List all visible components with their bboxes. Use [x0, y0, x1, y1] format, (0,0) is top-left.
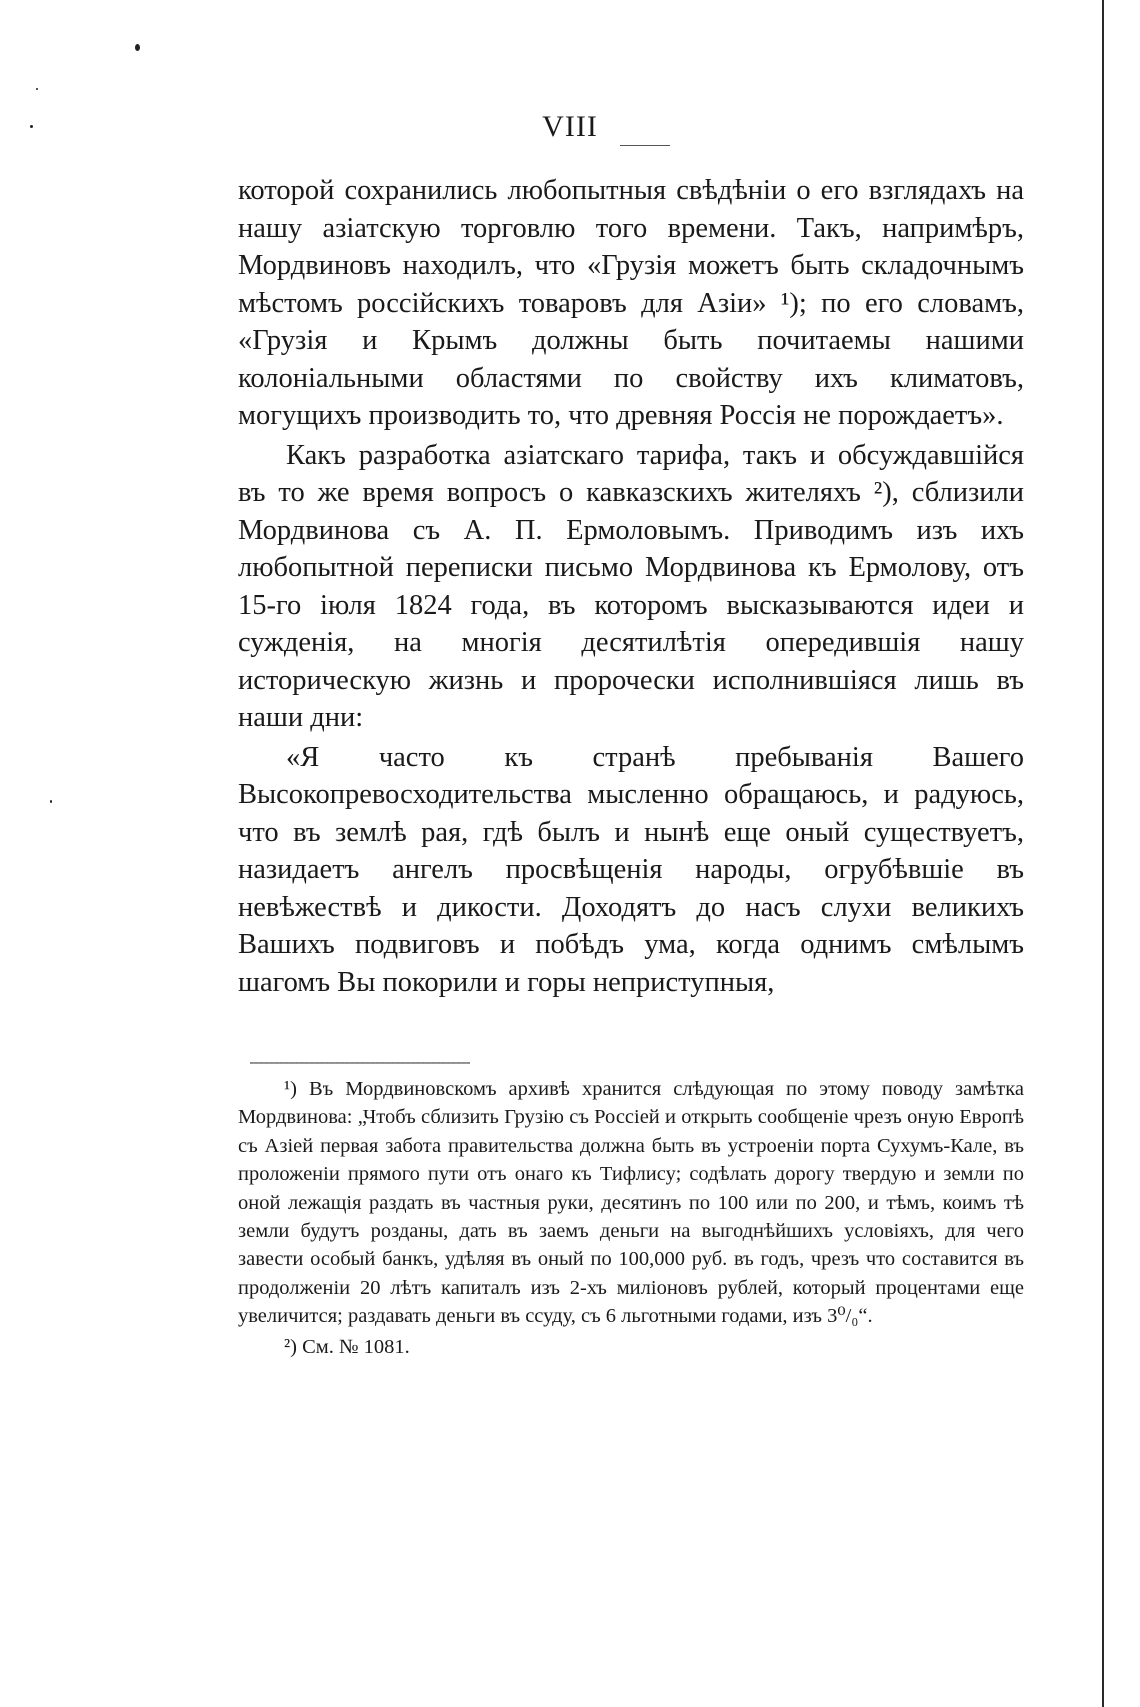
paragraph: Какъ разработка азiатскаго тарифа, такъ и обсуждавшiйся въ то же время вопросъ о кавказскихъ жителяхъ ²), сблизили Мордвинова съ А. П. Ермоловымъ. Приводимъ изъ ихъ любопытной переписки письмо Мордвинова къ Ермолову, отъ 15-го iюля 1824 года, въ которомъ высказываются идеи и сужденiя, на многiя десятилѣтiя опередившiя нашу историческую жизнь и пророчески исполнившiяся лишь въ наши дни:: [238, 439, 1024, 733]
footnote: ¹) Въ Мордвиновскомъ архивѣ хранится слѣдующая по этому поводу замѣтка Мордвинова: „Чтобъ сблизить Грузiю съ Россiей и открыть сообщенiе чрезъ оную Европѣ съ Азiей первая забота правительства должна быть въ устроенiи порта Сухумъ-Кале, въ проложенiи прямого пути отъ онаго къ Тифлису; содѣлать дорогу твердую и земли по оной лежащiя раздать въ частныя руки, десятинъ по 100 или по 200, и тѣмъ, коимъ тѣ земли будутъ розданы, дать въ заемъ деньги на выгоднѣйшихъ условiяхъ, для чего завести особый банкъ, удѣляя въ оный по 100,000 руб. въ годъ, чрезъ что составится въ продолженiи 20 лѣтъ капиталъ изъ 2-хъ милiоновъ рублей, который процентами еще увеличится; раздавать деньги въ ссуду, съ 6 льготными годами, изъ 3⁰/₀“.: [238, 1078, 1024, 1328]
paragraph: которой сохранились любопытныя свѣдѣнiи о его взглядахъ на нашу азiатскую торговлю того времени. Такъ, напримѣръ, Мордвиновъ находилъ, что «Грузiя можетъ быть складочнымъ мѣстомъ россiйскихъ товаровъ для Азiи» ¹); по его словамъ, «Грузiя и Крымъ должны быть почитаемы нашими колонiальными областями по свойству ихъ климатовъ, могущихъ производить то, что древняя Россiя не порождаетъ».: [238, 175, 1024, 431]
scan-speck: [36, 88, 38, 90]
footnote-separator: [250, 1062, 470, 1064]
page-number: VIII: [542, 110, 598, 143]
scan-speck: [135, 44, 140, 51]
scan-speck: [50, 800, 52, 803]
page-edge-line: [1102, 0, 1104, 1707]
page-number-rule: [620, 145, 670, 146]
footnotes: [238, 1075, 1024, 1361]
paragraph: «Я часто къ странѣ пребыванiя Вашего Высокопревосходительства мысленно обращаюсь, и радуюсь, что въ землѣ рая, гдѣ былъ и нынѣ еще оный существуетъ, назидаетъ ангелъ просвѣщенiя народы, огрубѣвшiе въ невѣжествѣ и дикости. Доходятъ до насъ слухи великихъ Вашихъ подвиговъ и побѣдъ ума, когда однимъ смѣлымъ шагомъ Вы покорили и горы неприступныя,: [238, 741, 1024, 998]
main-text: [238, 172, 1024, 1001]
footnote: ²) См. № 1081.: [284, 1335, 410, 1358]
